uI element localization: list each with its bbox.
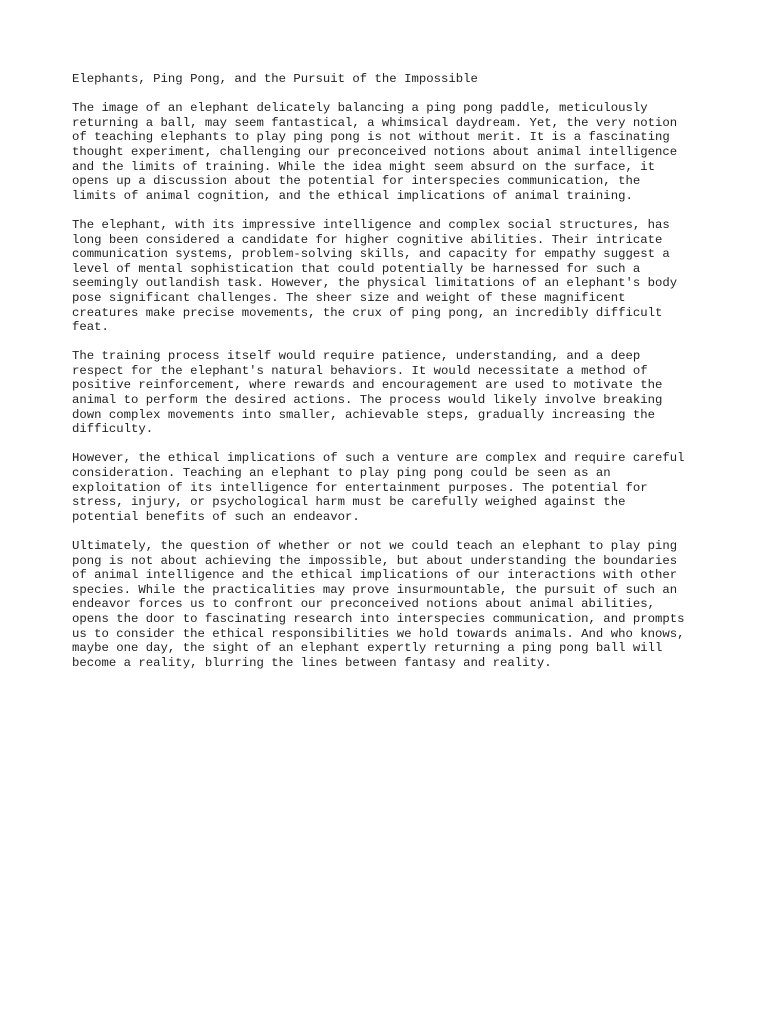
paragraph xyxy=(72,349,712,437)
paragraph-line: limits of animal cognition, and the ethical implications of animal training. xyxy=(72,188,633,203)
paragraph-line: consideration. Teaching an elephant to play ping pong could be seen as an xyxy=(72,466,611,481)
paragraph-line: The image of an elephant delicately balancing a ping pong paddle, meticulously xyxy=(72,101,648,116)
paragraph-line: exploitation of its intelligence for entertainment purposes. The potential for xyxy=(72,480,648,495)
document-title: Elephants, Ping Pong, and the Pursuit of the Impossible xyxy=(72,72,478,86)
paragraph xyxy=(72,451,712,524)
paragraph-line: creatures make precise movements, the crux of ping pong, an incredibly difficult xyxy=(72,305,663,320)
paragraph-line: stress, injury, or psychological harm must be carefully weighed against the xyxy=(72,495,626,510)
paragraph-line: pose significant challenges. The sheer size and weight of these magnificent xyxy=(72,290,626,305)
paragraph-line: thought experiment, challenging our preconceived notions about animal intelligence xyxy=(72,144,678,159)
paragraph-line: become a reality, blurring the lines between fantasy and reality. xyxy=(72,655,552,670)
paragraph-line: positive reinforcement, where rewards and encouragement are used to motivate the xyxy=(72,378,663,393)
document-body xyxy=(72,72,712,685)
paragraph-line: animal to perform the desired actions. The process would likely involve breaking xyxy=(72,393,663,408)
paragraph-line: and the limits of training. While the idea might seem absurd on the surface, it xyxy=(72,159,655,174)
paragraph-line: us to consider the ethical responsibilities we hold towards animals. And who knows, xyxy=(72,626,685,641)
paragraph-line: potential benefits of such an endeavor. xyxy=(72,509,360,524)
paragraph-line: opens up a discussion about the potential for interspecies communication, the xyxy=(72,174,641,189)
paragraph-line: communication systems, problem-solving skills, and capacity for empathy suggest a xyxy=(72,247,670,262)
paragraph-line: seemingly outlandish task. However, the physical limitations of an elephant's body xyxy=(72,276,678,291)
document-paragraphs xyxy=(72,101,712,670)
paragraph xyxy=(72,539,712,670)
paragraph xyxy=(72,101,712,203)
paragraph-line: The training process itself would require patience, understanding, and a deep xyxy=(72,349,641,364)
paragraph xyxy=(72,218,712,335)
paragraph-line: feat. xyxy=(72,320,109,335)
paragraph-line: Ultimately, the question of whether or not we could teach an elephant to play ping xyxy=(72,539,678,553)
paragraph-line: down complex movements into smaller, achievable steps, gradually increasing the xyxy=(72,407,655,422)
paragraph-line: level of mental sophistication that could potentially be harnessed for such a xyxy=(72,261,641,276)
paragraph-line: species. While the practicalities may prove insurmountable, the pursuit of such an xyxy=(72,582,678,597)
paragraph-line: endeavor forces us to confront our preconceived notions about animal abilities, xyxy=(72,597,655,612)
paragraph-line: opens the door to fascinating research into interspecies communication, and prompts xyxy=(72,611,685,626)
paragraph-line: of teaching elephants to play ping pong is not without merit. It is a fascinating xyxy=(72,130,670,145)
paragraph-line: difficulty. xyxy=(72,422,154,437)
paragraph-line: maybe one day, the sight of an elephant expertly returning a ping pong ball will xyxy=(72,641,663,656)
paragraph-line: of animal intelligence and the ethical implications of our interactions with other xyxy=(72,568,678,583)
paragraph-line: The elephant, with its impressive intelligence and complex social structures, has xyxy=(72,217,670,232)
paragraph-line: However, the ethical implications of such a venture are complex and require careful xyxy=(72,451,685,466)
paragraph-line: pong is not about achieving the impossible, but about understanding the boundaries xyxy=(72,553,678,568)
paragraph-line: respect for the elephant's natural behaviors. It would necessitate a method of xyxy=(72,363,648,378)
paragraph-line: long been considered a candidate for higher cognitive abilities. Their intricate xyxy=(72,232,663,247)
paragraph-line: returning a ball, may seem fantastical, a whimsical daydream. Yet, the very notion xyxy=(72,115,678,130)
